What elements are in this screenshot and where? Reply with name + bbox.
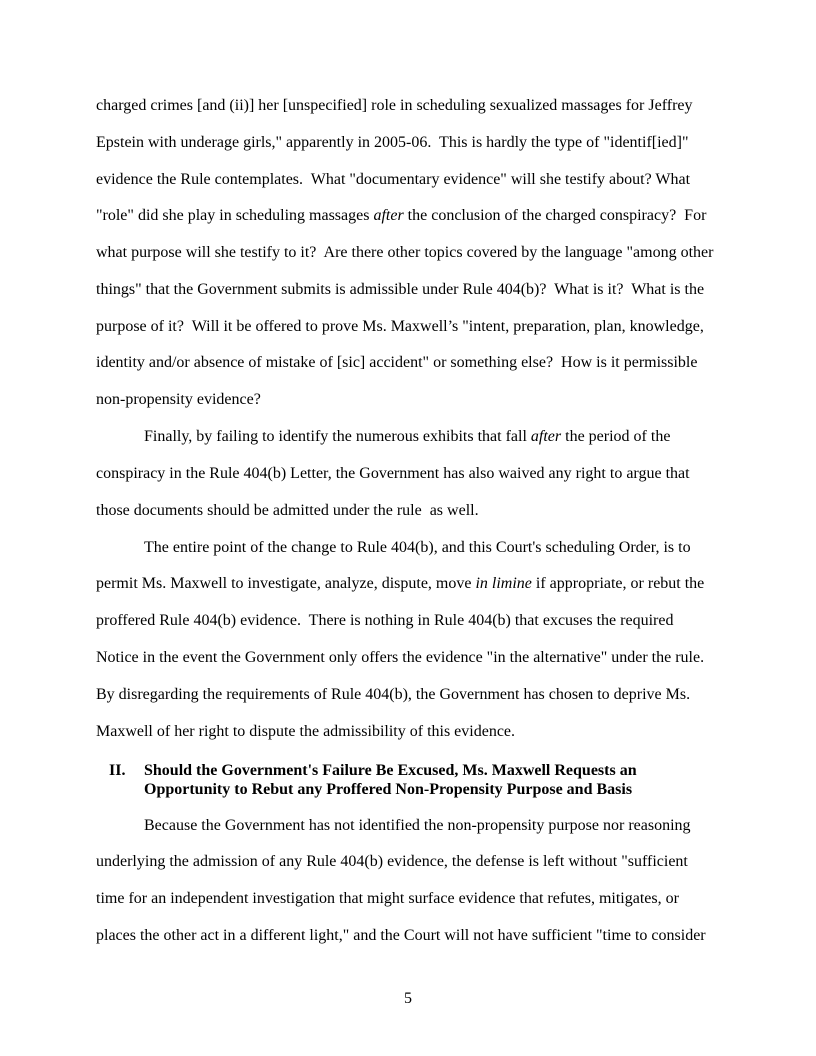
text-line: Because the Government has not identified the non-propensity purpose nor reasoning xyxy=(144,817,691,834)
text-line xyxy=(144,427,670,447)
text-span: the period of the xyxy=(561,428,671,445)
text-line: evidence the Rule contemplates. What "documentary evidence" will she testify about? What xyxy=(96,171,691,188)
italic-text: in limine xyxy=(475,575,532,592)
section-number: II. xyxy=(109,762,126,779)
text-line: purpose of it? Will it be offered to prove Ms. Maxwell’s "intent, preparation, plan, knowledge, xyxy=(96,318,704,335)
text-span: Finally, by failing to identify the numerous exhibits that fall xyxy=(144,428,531,445)
text-line: places the other act in a different light," and the Court will not have sufficient "time to consider xyxy=(96,927,706,944)
text-line: The entire point of the change to Rule 404(b), and this Court's scheduling Order, is to xyxy=(144,539,691,556)
text-line: Notice in the event the Government only offers the evidence "in the alternative" under the rule. xyxy=(96,649,705,666)
text-span: the conclusion of the charged conspiracy? For xyxy=(403,207,707,224)
italic-text: after xyxy=(373,207,404,224)
text-line: time for an independent investigation that might surface evidence that refutes, mitigates, or xyxy=(96,890,679,907)
text-line: Maxwell of her right to dispute the admissibility of this evidence. xyxy=(96,723,516,740)
text-span: "role" did she play in scheduling massages xyxy=(96,207,374,224)
text-line xyxy=(96,574,704,594)
text-line: Epstein with underage girls," apparently in 2005-06. This is hardly the type of "identif[ied]" xyxy=(96,134,689,151)
text-line: those documents should be admitted under the rule as well. xyxy=(96,502,479,519)
text-line: non-propensity evidence? xyxy=(96,391,261,408)
text-line: identity and/or absence of mistake of [sic] accident" or something else? How is it permissible xyxy=(96,354,698,371)
text-span: if appropriate, or rebut the xyxy=(531,575,705,592)
text-line: proffered Rule 404(b) evidence. There is nothing in Rule 404(b) that excuses the required xyxy=(96,612,674,629)
text-line: underlying the admission of any Rule 404(b) evidence, the defense is left without "sufficient xyxy=(96,853,688,870)
text-line: things" that the Government submits is admissible under Rule 404(b)? What is it? What is the xyxy=(96,281,705,298)
page-number: 5 xyxy=(404,990,412,1007)
section-title-line: Opportunity to Rebut any Proffered Non-Propensity Purpose and Basis xyxy=(144,781,633,798)
text-line: By disregarding the requirements of Rule 404(b), the Government has chosen to deprive Ms. xyxy=(96,686,691,703)
text-line xyxy=(96,206,706,226)
text-line: what purpose will she testify to it? Are there other topics covered by the language "among other xyxy=(96,244,714,261)
section-title-line: Should the Government's Failure Be Excused, Ms. Maxwell Requests an xyxy=(144,762,637,779)
text-line: conspiracy in the Rule 404(b) Letter, the Government has also waived any right to argue that xyxy=(96,465,690,482)
text-line: charged crimes [and (ii)] her [unspecified] role in scheduling sexualized massages for Jeffrey xyxy=(96,97,693,114)
italic-text: after xyxy=(530,428,562,445)
text-span: permit Ms. Maxwell to investigate, analyze, dispute, move xyxy=(96,575,476,592)
